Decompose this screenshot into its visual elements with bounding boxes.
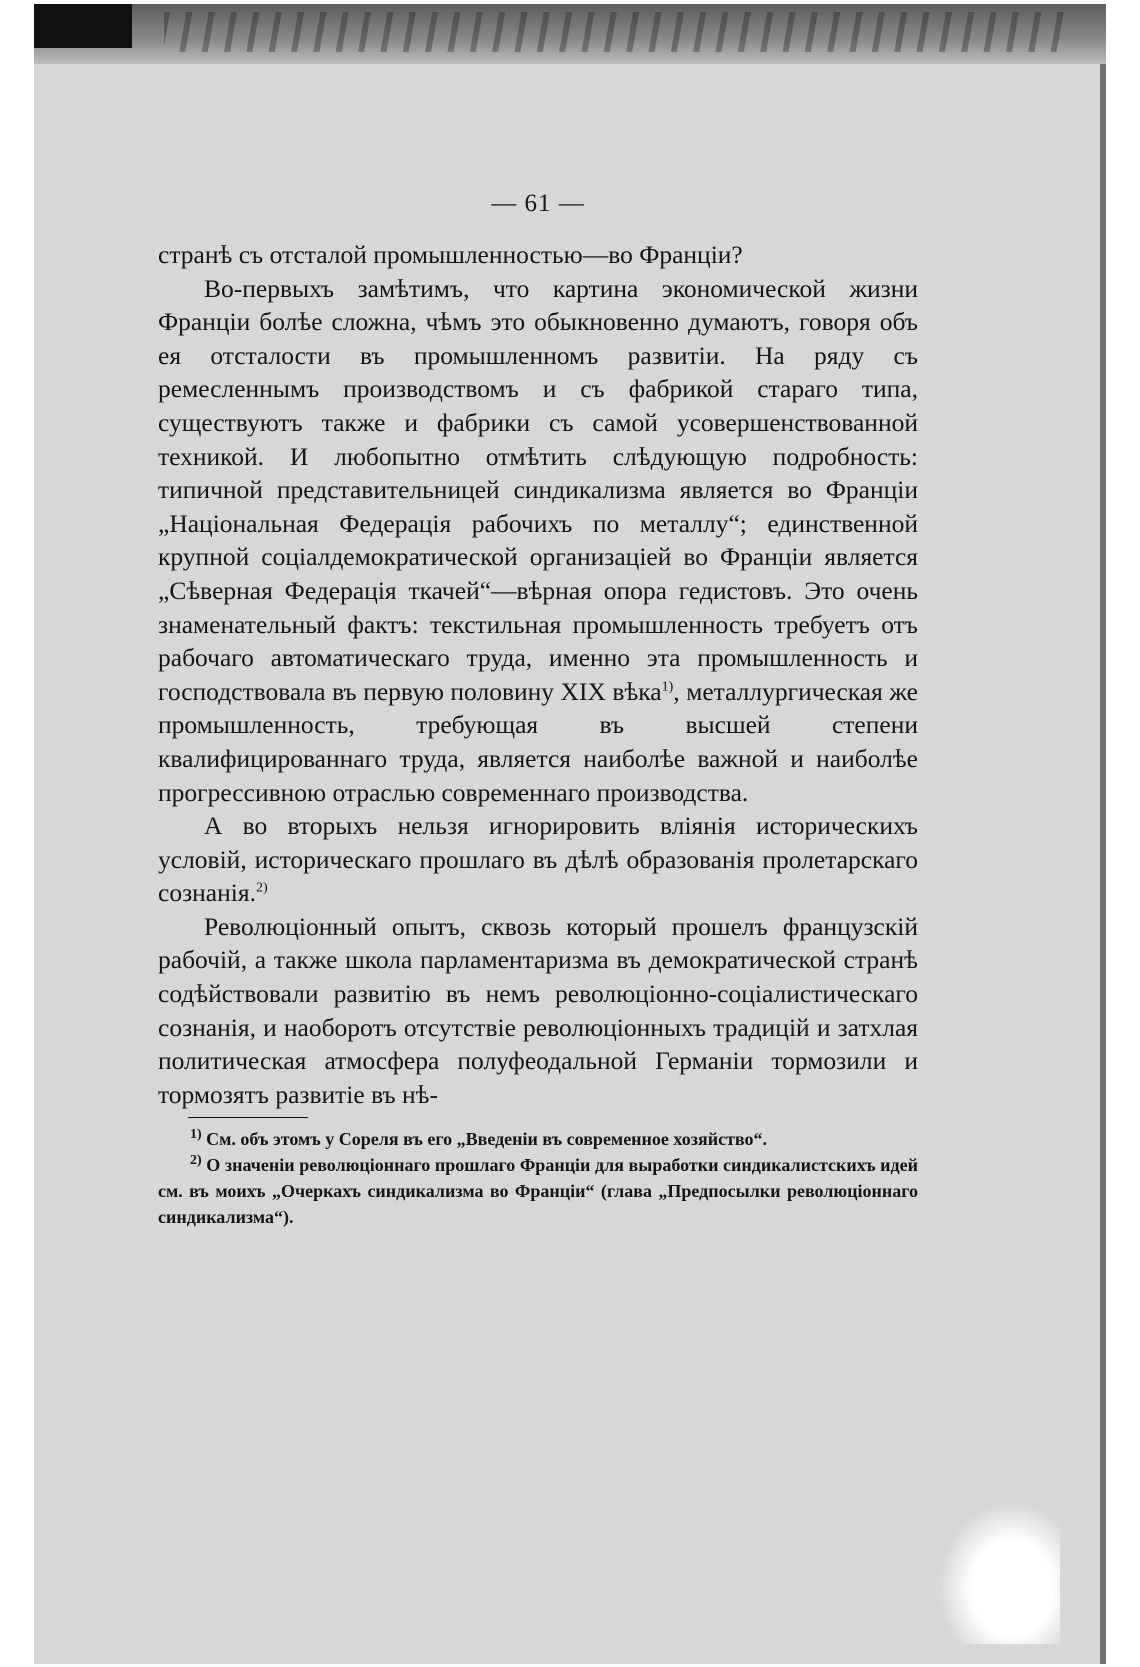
paragraph-first-point-end: , металлургическая же промышленность, требующая въ высшей степени квалифицированнаго труда, является наиболѣе важной и наиболѣе прогрессивною отраслью современнаго производства.	[158, 676, 918, 807]
footnote-2-mark: 2)	[190, 1153, 202, 1169]
paragraph-revolutionary-experience: Революціонный опытъ, сквозь который прошелъ французскій рабочій, а также школа парламентаризма въ демократической странѣ содѣйствовали развитію въ немъ революціонно-соціалистическаго сознанія, и наоборотъ отсутствіе революціонныхъ традицій и затхлая политическая атмосфера полуфеодальной Германіи тормозили и тормозятъ развитіе въ нѣ-	[158, 911, 918, 1109]
page-number: — 61 —	[491, 190, 585, 217]
paragraph-continuation: странѣ съ отсталой промышленностью—во Франціи?	[158, 240, 743, 269]
footnote-1	[158, 1126, 918, 1152]
paragraph-first-point	[158, 272, 918, 810]
corner-dark-block	[34, 4, 132, 48]
footnote-1-mark: 1)	[190, 1127, 202, 1143]
top-ornament-band	[34, 4, 1106, 64]
page-content	[158, 190, 918, 1230]
ornament-pattern	[164, 12, 1064, 52]
footnote-2	[158, 1152, 918, 1230]
footnote-ref-2: 2)	[255, 880, 268, 896]
footnote-2-text: О значеніи революціоннаго прошлаго Франціи для выработки синдикалистскихъ идей см. въ моихъ „Очеркахъ синдикализма во Франціи“ (глава „Предпосылки революціоннаго синдикализма“).	[158, 1155, 918, 1228]
page-stain	[940, 1504, 1060, 1644]
footnote-ref-1: 1)	[661, 679, 674, 695]
paragraph-first-point-text: Во-первыхъ замѣтимъ, что картина экономической жизни Франціи болѣе сложна, чѣмъ это обыкновенно думаютъ, говоря объ ея отсталости въ промышленномъ развитіи. На ряду съ ремесленнымъ производствомъ и съ фабрикой стараго типа, существуютъ также и фабрики съ самой усовершенствованной техникой. И любопытно отмѣтить слѣдующую подробность: типичной представительницей синдикализма является во Франціи „Національная Федерація рабочихъ по металлу“; единственной крупной соціалдемократической организаціей во Франціи является „Сѣверная Федерація ткачей“—вѣрная опора гедистовъ. Это очень знаменательный фактъ: текстильная промышленность требуетъ отъ рабочаго автоматическаго труда, именно эта промышленность и господствовала въ первую половину XIX вѣка	[158, 273, 918, 706]
paragraph-second-point	[158, 809, 918, 910]
footnote-divider	[188, 1117, 308, 1118]
paragraph-second-point-text: А во вторыхъ нельзя игнорировить вліянія историческихъ условій, историческаго прошлаго въ дѣлѣ образованія пролетарскаго сознанія.	[158, 811, 918, 908]
footnote-1-text: См. объ этомъ у Сореля въ его „Введеніи въ современное хозяйство“.	[201, 1129, 768, 1150]
